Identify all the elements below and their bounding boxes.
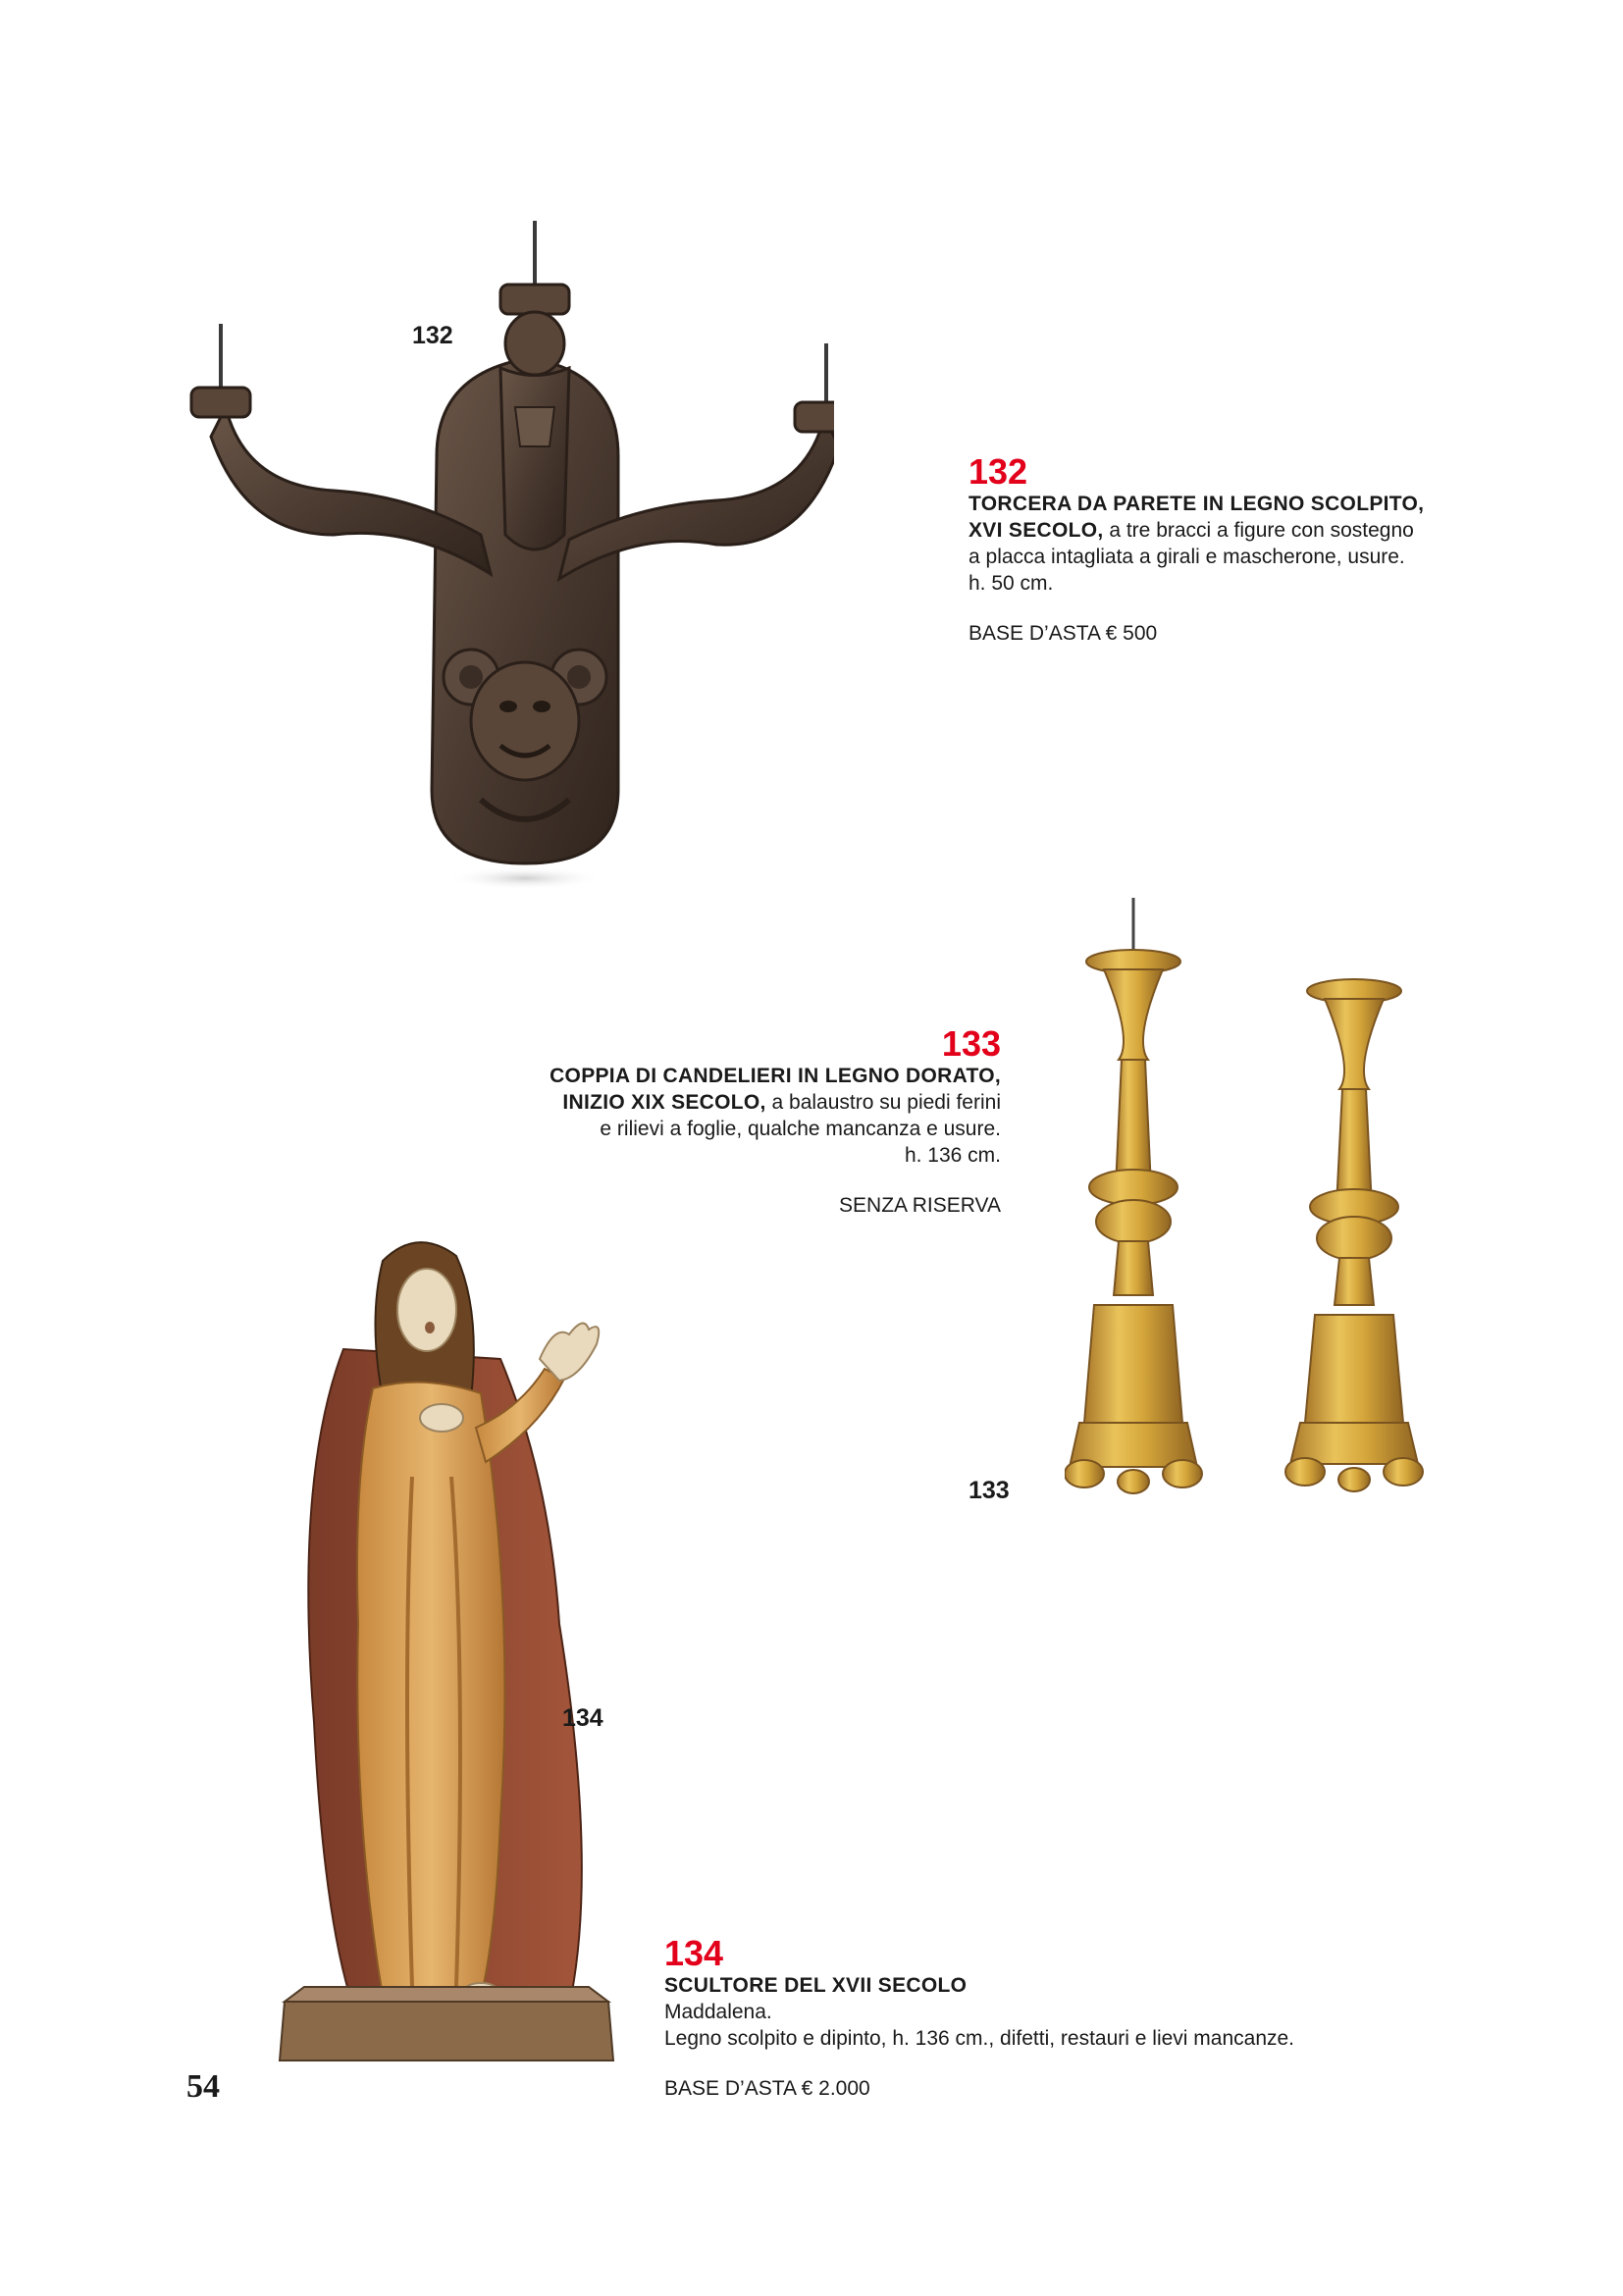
- lot-132-title: TORCERA DA PARETE IN LEGNO SCOLPITO,: [969, 493, 1425, 515]
- lot-132-number: 132: [969, 451, 1028, 492]
- lot-133-dimensions: h. 136 cm.: [904, 1144, 1001, 1167]
- lot-134-subject: Maddalena.: [664, 2001, 772, 2023]
- lot-133-period: INIZIO XIX SECOLO,: [562, 1091, 766, 1114]
- lot-134-title: SCULTORE DEL XVII SECOLO: [664, 1974, 968, 1997]
- lot-134-photo-label: 134: [562, 1704, 603, 1732]
- page-number: 54: [186, 2068, 220, 2105]
- lot-133-description: [471, 1025, 1001, 1218]
- lot-133-photo-label: 133: [969, 1477, 1010, 1504]
- lot-132-description: [969, 453, 1518, 646]
- lot-133-estimate: SENZA RISERVA: [839, 1194, 1001, 1217]
- lot-132-desc-2: a placca intagliata a girali e mascherone, usure.: [969, 546, 1405, 568]
- lot-133-desc-1: a balaustro su piedi ferini: [765, 1091, 1001, 1114]
- lot-132-text: [969, 491, 1518, 597]
- lot-132-photo-label: 132: [412, 322, 453, 349]
- lot-133-text: [471, 1063, 1001, 1169]
- lot-133-desc-2: e rilievi a foglie, qualche mancanza e usure.: [600, 1118, 1001, 1140]
- lot-132-desc-1: a tre bracci a figure con sostegno: [1103, 519, 1414, 542]
- lot-134-description: [664, 1935, 1410, 2101]
- lot-134-desc: Legno scolpito e dipinto, h. 136 cm., difetti, restauri e lievi mancanze.: [664, 2027, 1295, 2050]
- maddalena-photo: [275, 1231, 638, 2075]
- lot-133-title: COPPIA DI CANDELIERI IN LEGNO DORATO,: [550, 1065, 1001, 1087]
- torcera-photo: [186, 211, 834, 898]
- lot-134-text: [664, 1972, 1410, 2052]
- lot-132-dimensions: h. 50 cm.: [969, 572, 1054, 595]
- lot-132-estimate: BASE D’ASTA € 500: [969, 622, 1158, 645]
- lot-134-number: 134: [664, 1933, 724, 1973]
- candelieri-photo: [1065, 893, 1457, 1521]
- lot-134-estimate: BASE D’ASTA € 2.000: [664, 2077, 870, 2100]
- lot-133-number: 133: [941, 1023, 1001, 1064]
- lot-132-period: XVI SECOLO,: [969, 519, 1104, 542]
